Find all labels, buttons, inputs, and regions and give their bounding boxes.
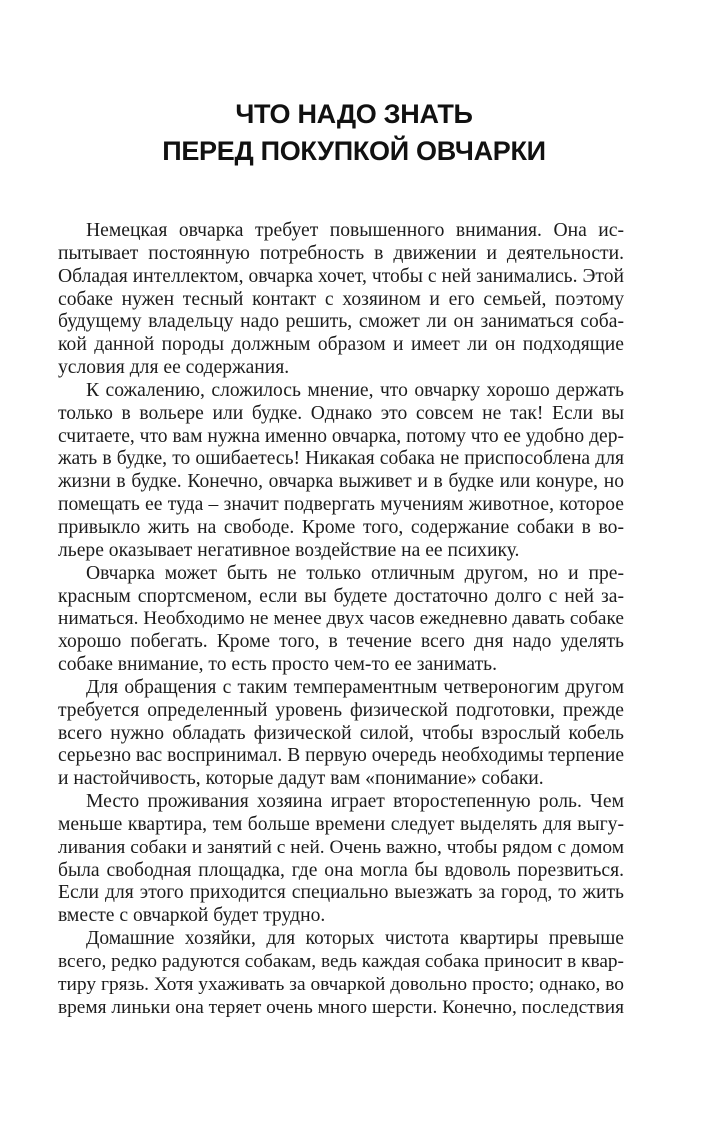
text-line: собаке внимание, то есть просто чем-то ее занимать. [58, 654, 498, 676]
text-line: условия для ее содержания. [58, 357, 290, 379]
text-line: красным спортсменом, если вы будете достаточно долго с ней за- [58, 585, 624, 607]
text-line: жать в будке, то ошибаетесь! Никакая собака не приспособлена для [58, 448, 624, 470]
text-line: серьезно вас воспринимал. В первую очередь необходимы терпение [58, 745, 624, 767]
text-line: была свободная площадка, где она могла бы вдоволь порезвиться. [58, 859, 624, 881]
text-line: меньше квартира, тем больше времени следует выделять для выгу- [58, 813, 624, 835]
text-line: всего, редко радуются собакам, ведь каждая собака приносит в квар- [58, 951, 624, 972]
text-line: только в вольере или будке. Однако это совсем не так! Если вы [58, 402, 624, 424]
paragraph-5 [58, 791, 624, 928]
text-line: льере оказывает негативное воздействие на ее психику. [58, 539, 520, 561]
text-line: собаке нужен тесный контакт с хозяином и его семьей, поэтому [58, 288, 624, 310]
chapter-title-line-1: ЧТО НАДО ЗНАТЬ [235, 99, 473, 129]
text-line: Если для этого приходится специально выезжать за город, то жить [58, 882, 624, 904]
chapter-title [0, 96, 708, 170]
text-line: помещать ее туда – значит подвергать мучениям животное, которое [58, 494, 624, 516]
chapter-title-line-2: ПЕРЕД ПОКУПКОЙ ОВЧАРКИ [162, 136, 546, 166]
text-line: пытывает постоянную потребность в движении и деятельности. [58, 242, 624, 264]
text-line: привыкло жить на свободе. Кроме того, содержание собаки в во- [58, 516, 624, 538]
text-line: будущему владельцу надо решить, сможет ли он заниматься соба- [58, 311, 624, 333]
paragraph-4 [58, 677, 624, 791]
text-line: время линьки она теряет очень много шерсти. Конечно, последствия [58, 996, 624, 1018]
text-line: Немецкая овчарка требует повышенного внимания. Она ис- [86, 220, 624, 241]
text-line: жизни в будке. Конечно, овчарка выживет и в будке или конуре, но [58, 471, 624, 493]
text-line: вместе с овчаркой будет трудно. [58, 905, 326, 927]
text-line: Домашние хозяйки, для которых чистота квартиры превыше [86, 928, 624, 950]
text-line: Для обращения с таким темпераментным четвероногим другом [86, 676, 624, 698]
paragraph-2 [58, 380, 624, 563]
text-line: Обладая интеллектом, овчарка хочет, чтобы с ней занимались. Этой [58, 265, 624, 287]
text-line: К сожалению, сложилось мнение, что овчарку хорошо держать [86, 379, 624, 401]
body-text [58, 220, 624, 1020]
text-line: кой данной породы должным образом и имеет ли он подходящие [58, 334, 624, 356]
text-line: и настойчивость, которые дадут вам «понимание» собаки. [58, 768, 544, 790]
text-line: ливания собаки и занятий с ней. Очень важно, чтобы рядом с домом [58, 836, 624, 858]
text-line: ниматься. Необходимо не менее двух часов ежедневно давать собаке [58, 608, 624, 630]
paragraph-1 [58, 220, 624, 380]
text-line: Место проживания хозяина играет второстепенную роль. Чем [86, 791, 624, 813]
paragraph-6 [58, 928, 624, 1019]
paragraph-3 [58, 563, 624, 677]
text-line: тиру грязь. Хотя ухаживать за овчаркой довольно просто; однако, во [58, 973, 624, 995]
text-line: считаете, что вам нужна именно овчарка, потому что ее удобно дер- [58, 425, 624, 447]
text-line: требуется определенный уровень физической подготовки, прежде [58, 699, 624, 721]
text-line: Овчарка может быть не только отличным другом, но и пре- [86, 562, 624, 584]
text-line: хорошо побегать. Кроме того, в течение всего дня надо уделять [58, 631, 624, 653]
text-line: всего нужно обладать физической силой, чтобы взрослый кобель [58, 722, 624, 744]
